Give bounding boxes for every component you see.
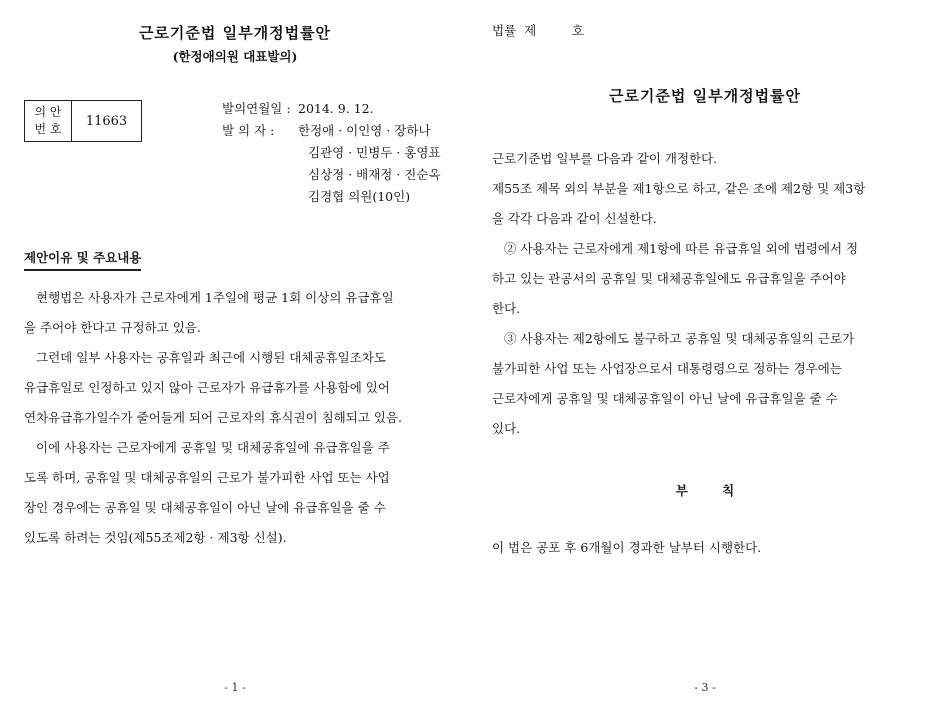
bill-number-label (25, 101, 72, 141)
page-number: - 3 - (694, 681, 716, 694)
body-line: 근로기준법 일부를 다음과 같이 개정한다. (492, 151, 718, 166)
body-line: 유급휴일로 인정하고 있지 않아 근로자가 유급휴가를 사용함에 있어 (24, 380, 390, 395)
proposal-meta (222, 98, 441, 208)
body-line: 이에 사용자는 근로자에게 공휴일 및 대체공휴일에 유급휴일을 주 (36, 440, 390, 455)
body-line: 하고 있는 관공서의 공휴일 및 대체공휴일에도 유급휴일을 주어야 (492, 271, 846, 286)
reason-body (24, 283, 448, 553)
body-line: ② 사용자는 근로자에게 제1항에 따른 유급휴일 외에 법령에서 정 (504, 241, 859, 256)
bill-label-line2: 번 호 (34, 122, 62, 136)
bill-number-value: 11663 (85, 113, 128, 129)
body-line: ③ 사용자는 제2항에도 불구하고 공휴일 및 대체공휴일의 근로가 (504, 331, 855, 346)
body-line: 도록 하며, 공휴일 및 대체공휴일의 근로가 불가피한 사업 또는 사업 (24, 470, 390, 485)
proposal-date: 2014. 9. 12. (298, 101, 374, 116)
bill-title: 근로기준법 일부개정법률안 (138, 24, 332, 42)
body-line: 그런데 일부 사용자는 공휴일과 최근에 시행된 대체공휴일조차도 (36, 350, 386, 365)
body-line: 을 주어야 한다고 규정하고 있음. (24, 320, 201, 335)
proposers-label: 발 의 자 : (222, 123, 275, 138)
body-line: 근로자에게 공휴일 및 대체공휴일이 아닌 날에 유급휴일을 줄 수 (492, 391, 838, 406)
supplementary-text: 이 법은 공포 후 6개월이 경과한 날부터 시행한다. (492, 540, 762, 555)
body-line: 현행법은 사용자가 근로자에게 1주일에 평균 1회 이상의 유급휴일 (36, 290, 394, 305)
body-line: 연차유급휴가일수가 줄어들게 되어 근로자의 휴식권이 침해되고 있음. (24, 410, 402, 425)
right-page (470, 0, 940, 705)
body-line: 있다. (492, 421, 521, 436)
body-line: 장인 경우에는 공휴일 및 대체공휴일이 아닌 날에 유급휴일을 줄 수 (24, 500, 386, 515)
proposers-line: 김관영 · 민병두 · 홍영표 (308, 145, 441, 160)
bill-number-box (24, 100, 142, 142)
bill-label-line1: 의 안 (34, 105, 62, 119)
amendment-body (492, 144, 922, 444)
proposers-line: 김경협 의원(10인) (308, 189, 411, 204)
body-line: 있도록 하려는 것임(제55조제2항 · 제3항 신설). (24, 530, 287, 545)
body-line: 제55조 제목 외의 부분을 제1항으로 하고, 같은 조에 제2항 및 제3항 (492, 181, 866, 196)
bill-subtitle: (한정애의원 대표발의) (172, 49, 298, 64)
body-line: 불가피한 사업 또는 사업장으로서 대통령령으로 정하는 경우에는 (492, 361, 842, 376)
law-title: 근로기준법 일부개정법률안 (608, 87, 802, 105)
section-heading: 제안이유 및 주요내용 (24, 248, 141, 271)
proposers-line: 심상정 · 배재정 · 진순옥 (308, 167, 441, 182)
page-number: - 1 - (224, 681, 246, 694)
law-number-label: 법률 제 호 (492, 23, 585, 38)
body-line: 을 각각 다음과 같이 신설한다. (492, 211, 657, 226)
proposers-line: 한정애 · 이인영 · 장하나 (298, 123, 431, 138)
supplementary-heading: 부 칙 (675, 483, 735, 498)
body-line: 한다. (492, 301, 521, 316)
proposal-date-label: 발의연월일 : (222, 101, 291, 116)
